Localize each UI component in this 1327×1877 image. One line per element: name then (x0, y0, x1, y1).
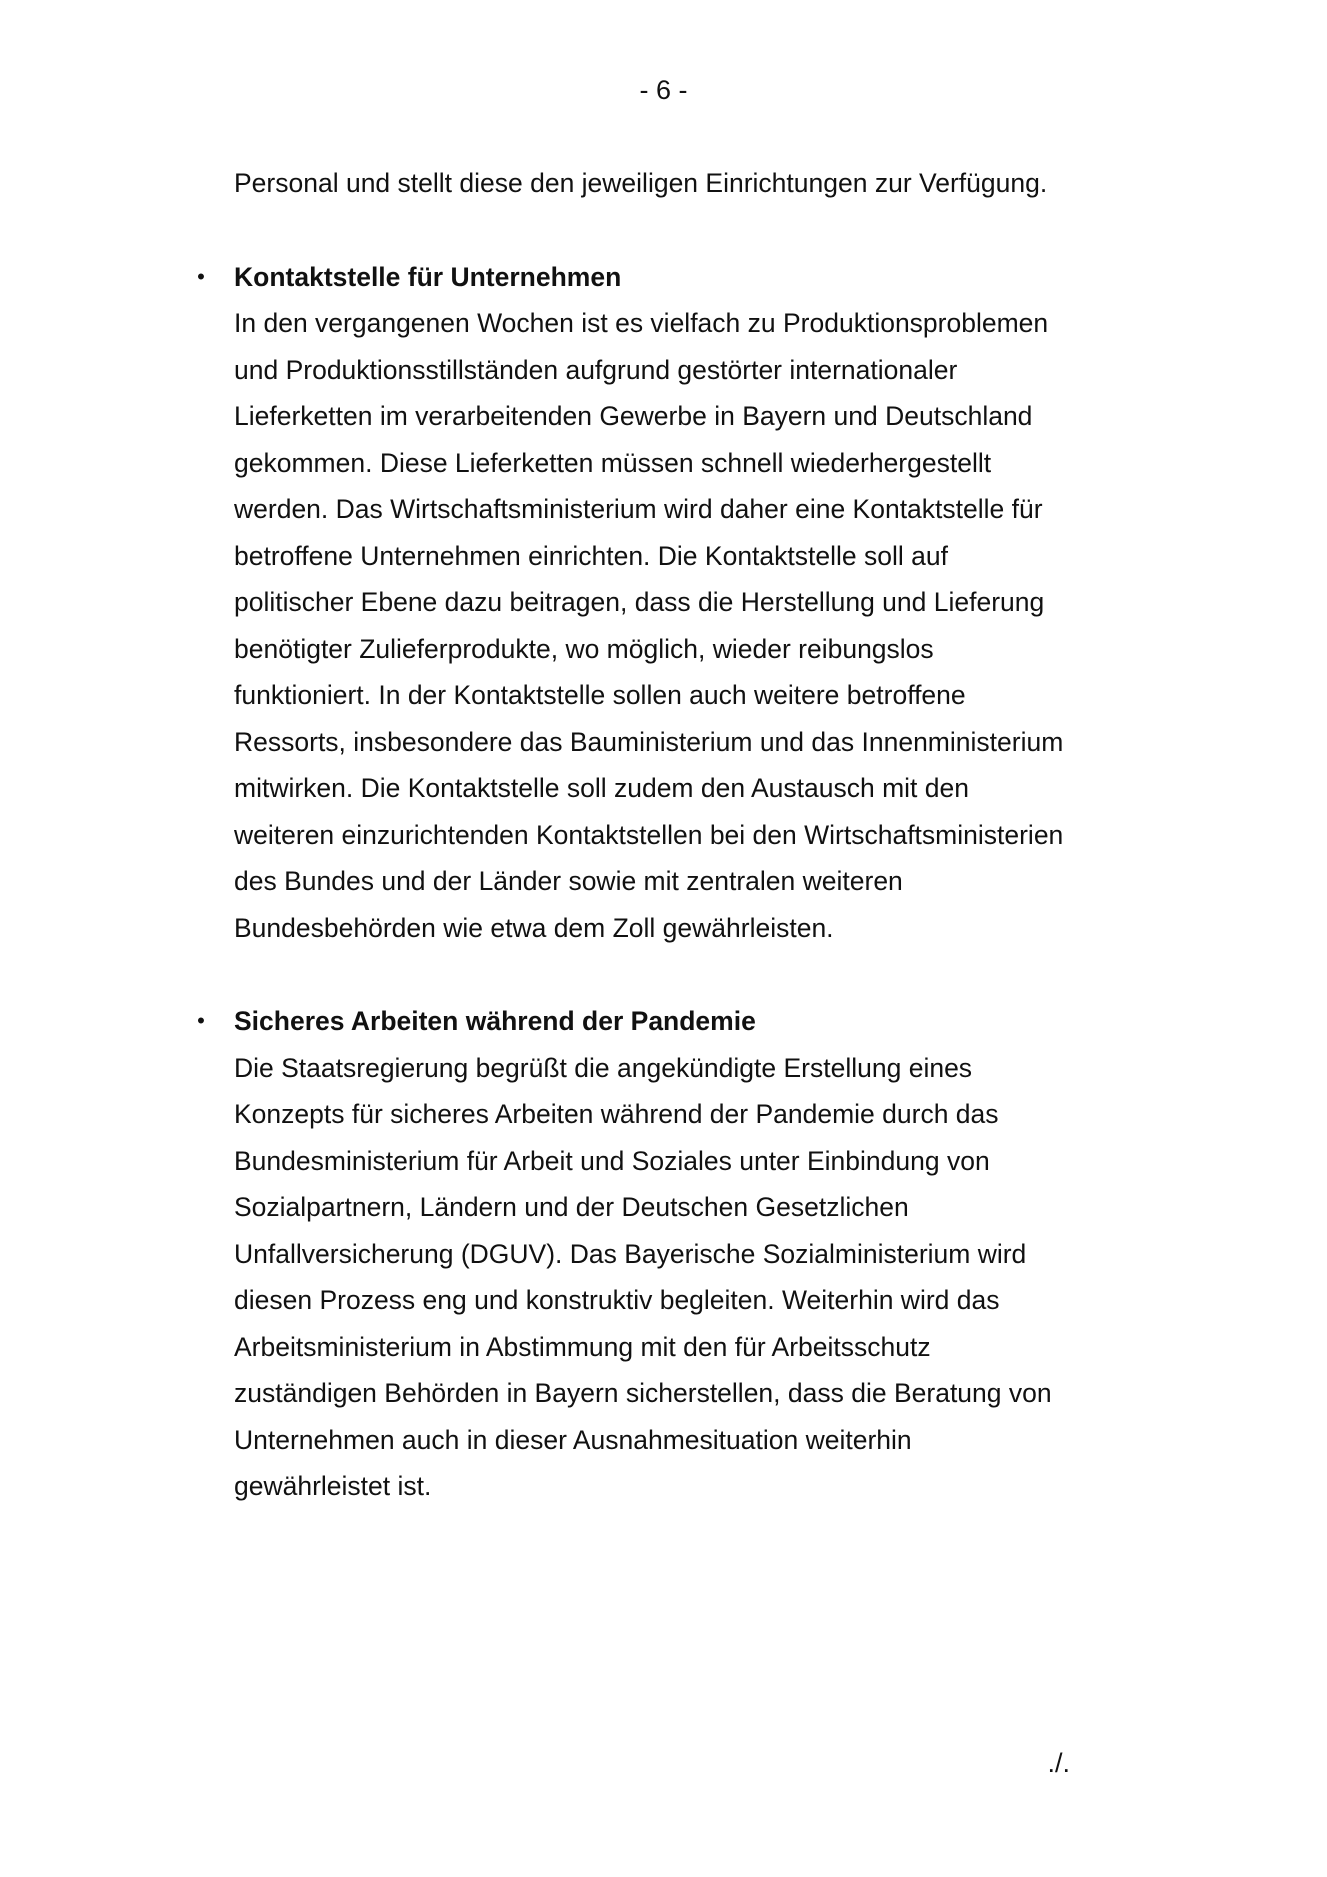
section-body: Die Staatsregierung begrüßt die angekündigte Erstellung eines Konzepts für sicheres Arbeiten während der Pandemie durch das Bundesministerium für Arbeit und Soziales unter Einbindung von Sozialpartnern, Ländern und der Deutschen Gesetzlichen Unfallversicherung (DGUV). Das Bayerische Sozialministerium wird diesen Prozess eng und konstruktiv begleiten. Weiterhin wird das Arbeitsministerium in Abstimmung mit den für Arbeitsschutz zuständigen Behörden in Bayern sicherstellen, dass die Beratung von Unternehmen auch in dieser Ausnahmesituation weiterhin gewährleistet ist. (234, 1052, 1052, 1501)
intro-paragraph: Personal und stellt diese den jeweiligen Einrichtungen zur Verfügung. (234, 168, 1048, 198)
section-contact-point (197, 254, 1064, 952)
bullet-icon: • (197, 1008, 205, 1033)
document-body (197, 160, 1064, 1510)
continuation-mark: ./. (1047, 1748, 1070, 1778)
page-number: - 6 - (639, 75, 688, 105)
section-body: In den vergangenen Wochen ist es vielfach zu Produktionsproblemen und Produktionsstillständen aufgrund gestörter internationaler Lieferketten im verarbeitenden Gewerbe in Bayern und Deutschland gekommen. Diese Lieferketten müssen schnell wiederhergestellt werden. Das Wirtschaftsministerium wird daher eine Kontaktstelle für betroffene Unternehmen einrichten. Die Kontaktstelle soll auf politischer Ebene dazu beitragen, dass die Herstellung und Lieferung benötigter Zulieferprodukte, wo möglich, wieder reibungslos funktioniert. In der Kontaktstelle sollen auch weitere betroffene Ressorts, insbesondere das Bauministerium und das Innenministerium mitwirken. Die Kontaktstelle soll zudem den Austausch mit den weiteren einzurichtenden Kontaktstellen bei den Wirtschaftsministerien des Bundes und der Länder sowie mit zentralen weiteren Bundesbehörden wie etwa dem Zoll gewährleisten. (234, 308, 1064, 943)
section-heading: Sicheres Arbeiten während der Pandemie (234, 1006, 756, 1036)
section-safe-work (197, 998, 1064, 1510)
bullet-icon: • (197, 263, 205, 289)
section-heading: Kontaktstelle für Unternehmen (234, 261, 622, 292)
